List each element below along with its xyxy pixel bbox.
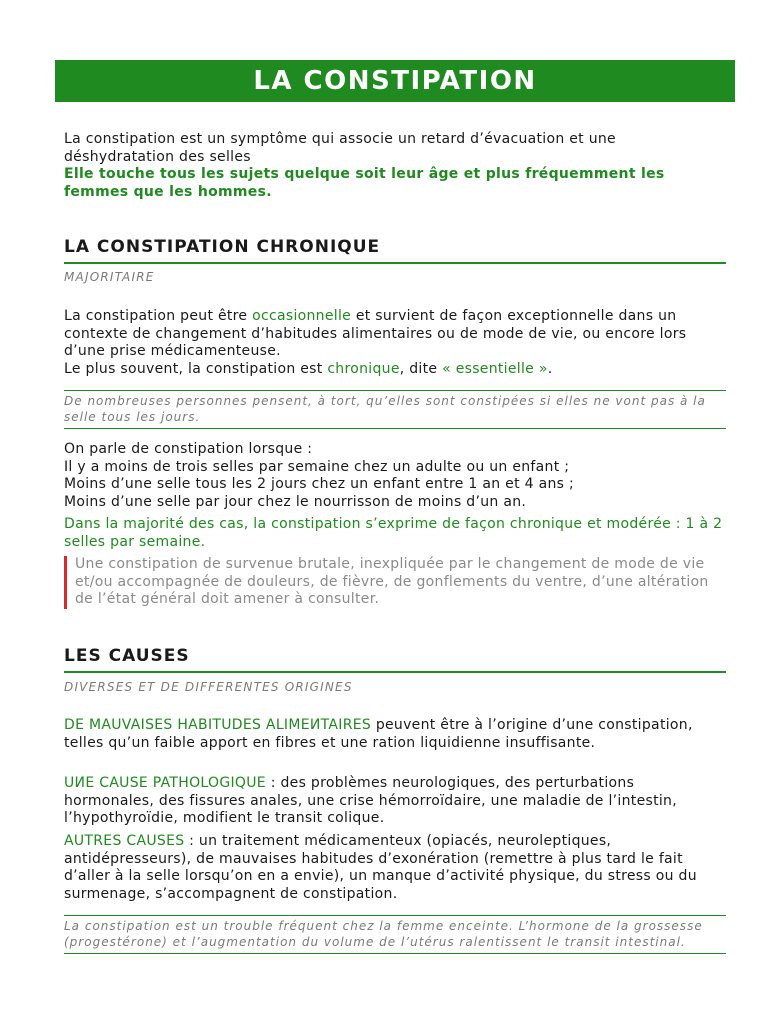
cause-item-pathologique xyxy=(64,775,726,828)
majority-note: Dans la majorité des cas, la constipation s’exprime de façon chronique et modérée : 1 à 2 selles par semaine. xyxy=(64,516,723,550)
criteria-item: On parle de constipation lorsque : xyxy=(64,441,313,457)
cause-text: : des problèmes neurologiques, des perturbations hormonales, des fissures anales, une crise hémorroïdaire, une maladie de l’intestin, l’hypothyroïdie, modifient le transit colique. xyxy=(64,775,677,826)
cause-label: DE MAUVAISES HABITUDES ALIMEИTAIRES xyxy=(64,717,372,733)
section-subtitle-origines: DIVERSES ET DE DIFFERENTES ORIGINES xyxy=(64,680,353,694)
chronic-paragraph-line2 xyxy=(64,361,726,379)
term-essentielle: « essentielle » xyxy=(442,360,548,377)
intro-highlight: Elle touche tous les sujets quelque soit leur âge et plus fréquemment les femmes que les hommes. xyxy=(64,166,665,200)
intro-text: La constipation est un symptôme qui associe un retard d’évacuation et une déshydratation des selles xyxy=(64,131,616,165)
cause-text: : un traitement médicamenteux (opiacés, neuroleptiques, antidépresseurs), de mauvaises habitudes d’exonération (remettre à plus tard le fait d’aller à la selle lorsqu’on en a envie), un manque d’activité physique, du stress ou du surmenage, s’accompagnent de constipation. xyxy=(64,833,697,902)
paragraph-text: , dite xyxy=(399,360,443,377)
page-title: LA CONSTIPATION xyxy=(55,60,735,102)
paragraph-text: et survient de façon exceptionnelle dans un contexte de changement d’habitudes alimentaires ou de mode de vie, ou encore lors d’une prise médicamenteuse. xyxy=(64,308,687,359)
criteria-item: Moins d’une selle tous les 2 jours chez un enfant entre 1 an et 4 ans ; xyxy=(64,476,575,492)
intro-block xyxy=(64,131,726,201)
criteria-list xyxy=(64,441,726,511)
cause-text: peuvent être à l’origine d’une constipation, telles qu’un faible apport en fibres et une ration liquidienne insuffisante. xyxy=(64,717,693,751)
term-chronique: chronique xyxy=(327,360,400,377)
paragraph-text: Le plus souvent, la constipation est xyxy=(64,360,328,377)
criteria-item: Il y a moins de trois selles par semaine chez un adulte ou un enfant ; xyxy=(64,458,570,475)
myth-quote: De nombreuses personnes pensent, à tort, qu’elles sont constipées si elles ne vont pas à la selle tous les jours. xyxy=(64,390,726,429)
cause-item-autres xyxy=(64,833,726,903)
cause-item-alimentaires xyxy=(64,717,726,752)
paragraph-text: La constipation peut être xyxy=(64,308,253,324)
criteria-item: Moins d’une selle par jour chez le nourrisson de moins d’un an. xyxy=(64,493,527,510)
cause-label: UИE CAUSE PATHOLOGIQUE xyxy=(64,775,266,791)
chronic-paragraph-line1 xyxy=(64,308,726,361)
consult-warning: Une constipation de survenue brutale, inexpliquée par le changement de mode de vie et/ou accompagnée de douleurs, de fièvre, de gonflements du ventre, d’une altération de l’état général doit amener à consulter. xyxy=(64,556,725,609)
paragraph-text: . xyxy=(547,360,553,377)
chronic-paragraph xyxy=(64,308,726,378)
pregnancy-quote: La constipation est un trouble fréquent chez la femme enceinte. L’hormone de la grossesse (progestérone) et l’augmentation du volume de l’utérus ralentissent le transit intestinal. xyxy=(64,915,726,954)
cause-label: AUTRES CAUSES xyxy=(64,833,185,849)
term-occasionnelle: occasionnelle xyxy=(252,308,352,324)
section-heading-chronique: LA CONSTIPATION CHRONIQUE xyxy=(64,237,726,264)
section-heading-causes: LES CAUSES xyxy=(64,646,726,673)
section-subtitle-majoritaire: MAJORITAIRE xyxy=(64,270,155,284)
